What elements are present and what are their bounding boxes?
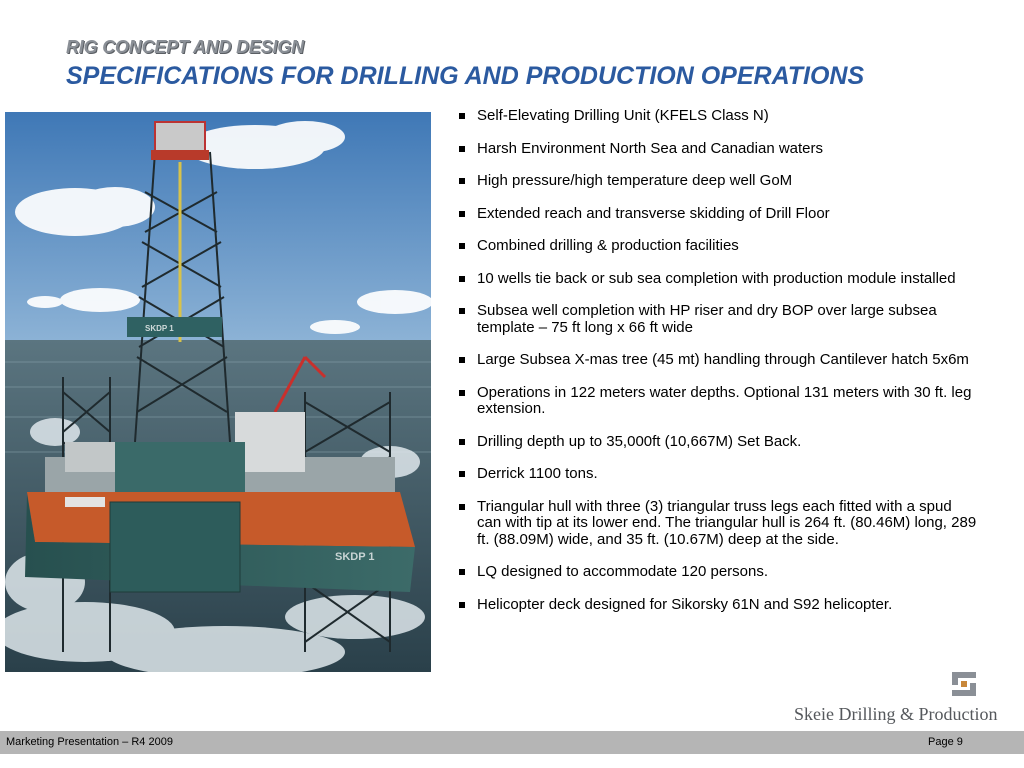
page-number: Page 9 (928, 736, 963, 748)
section-kicker: RIG CONCEPT AND DESIGN (66, 37, 304, 57)
spec-text: Harsh Environment North Sea and Canadian waters (477, 139, 824, 157)
bullet-square-icon (459, 439, 465, 445)
spec-item (459, 303, 979, 336)
bullet-square-icon (459, 504, 465, 510)
spec-text: Subsea well completion with HP riser and dry BOP over large subsea template – 75 ft long x 66 ft wide (477, 302, 937, 336)
tower-label: SKDP 1 (145, 324, 174, 333)
bullet-square-icon (459, 243, 465, 249)
spec-item (459, 108, 979, 125)
rig-photo (5, 112, 431, 672)
bullet-square-icon (459, 308, 465, 314)
company-logo (790, 672, 1012, 730)
bullet-square-icon (459, 390, 465, 396)
spec-item (459, 466, 979, 483)
bullet-square-icon (459, 211, 465, 217)
spec-item (459, 385, 979, 418)
bullet-square-icon (459, 113, 465, 119)
bullet-square-icon (459, 569, 465, 575)
spec-item (459, 597, 979, 614)
page-title: SPECIFICATIONS FOR DRILLING AND PRODUCTION OPERATIONS (66, 62, 865, 90)
spec-item (459, 499, 979, 549)
bullet-square-icon (459, 602, 465, 608)
spec-item (459, 173, 979, 190)
spec-item (459, 434, 979, 451)
spec-item (459, 271, 979, 288)
logo-text: Skeie Drilling & Production (794, 704, 998, 724)
spec-item (459, 564, 979, 581)
specifications-list (459, 108, 979, 629)
bullet-square-icon (459, 146, 465, 152)
hull-label: SKDP 1 (335, 551, 375, 563)
spec-text: Helicopter deck designed for Sikorsky 61N and S92 helicopter. (477, 595, 893, 613)
bullet-square-icon (459, 357, 465, 363)
skeie-logo-icon (952, 672, 978, 696)
spec-text: LQ designed to accommodate 120 persons. (477, 563, 769, 580)
spec-item (459, 141, 979, 158)
footer-presentation-label: Marketing Presentation – R4 2009 (6, 736, 173, 748)
spec-item (459, 352, 979, 369)
spec-text: Triangular hull with three (3) triangular truss legs each fitted with a spud can with tip at its lower end. The triangular hull is 264 ft. (80.46M) long, 289 ft. (88.09M) wide, and 35 ft. (10.67M) deep at the side. (477, 497, 977, 548)
spec-text: Derrick 1100 tons. (477, 465, 598, 482)
bullet-square-icon (459, 276, 465, 282)
spec-text: High pressure/high temperature deep well GoM (477, 172, 793, 189)
spec-text: Extended reach and transverse skidding of Drill Floor (477, 204, 830, 222)
spec-item (459, 206, 979, 223)
spec-text: Combined drilling & production facilities (477, 237, 739, 254)
spec-item (459, 238, 979, 255)
spec-text: Drilling depth up to 35,000ft (10,667M) Set Back. (477, 432, 802, 450)
spec-text: Operations in 122 meters water depths. Optional 131 meters with 30 ft. leg extension. (477, 383, 972, 417)
spec-text: Large Subsea X-mas tree (45 mt) handling through Cantilever hatch 5x6m (477, 351, 969, 368)
footer-bar (0, 731, 1024, 754)
bullet-square-icon (459, 178, 465, 184)
bullet-square-icon (459, 471, 465, 477)
spec-text: Self-Elevating Drilling Unit (KFELS Class N) (477, 107, 769, 124)
spec-text: 10 wells tie back or sub sea completion with production module installed (477, 269, 956, 287)
